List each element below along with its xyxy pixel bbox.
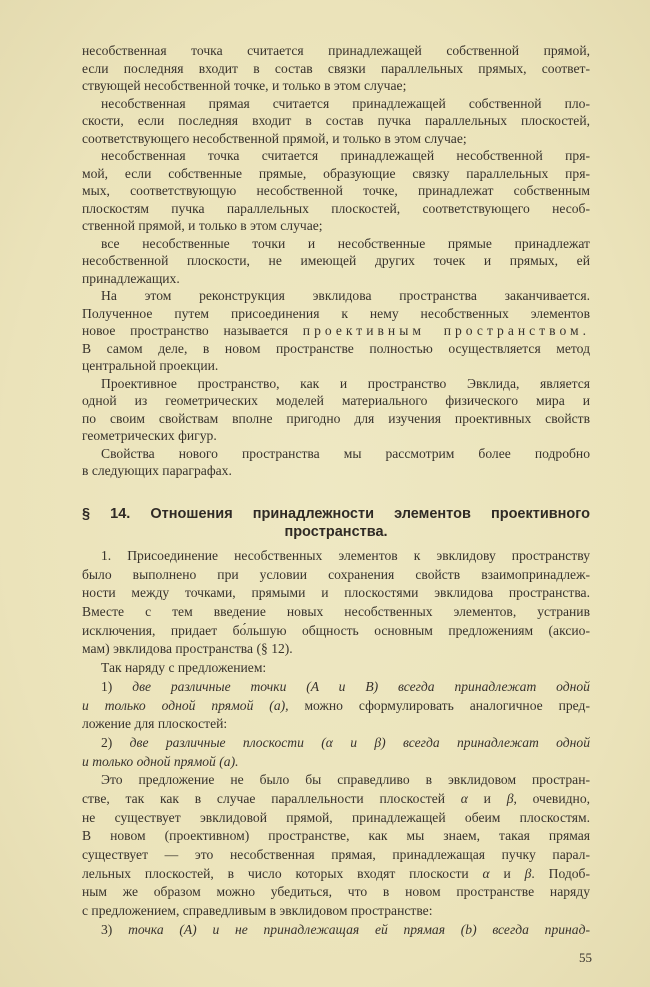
text-span: существует — это несобственная прямая, принадлежащая пучку парал- xyxy=(82,847,590,862)
text-span: Проективное пространство, как и пространство Эвклида, является xyxy=(101,375,590,391)
text-span: Свойства нового пространства мы рассмотрим более подробно xyxy=(101,445,590,461)
text-span: Полученное путем присоединения к нему несобственных элементов xyxy=(82,305,590,321)
section-heading-line-1: § 14. Отношения принадлежности элементов проективного xyxy=(82,506,590,522)
text-span: соответствующего несобственной прямой, и только в этом случае; xyxy=(82,130,467,146)
text-line xyxy=(82,697,590,716)
text-line xyxy=(82,340,590,358)
text-line xyxy=(82,200,590,218)
text-line xyxy=(82,60,590,78)
text-span: несобственная точка считается принадлежащей несобственной пря- xyxy=(101,148,590,163)
text-line xyxy=(82,566,590,585)
text-span: по своим свойствам вполне пригодно для изучения проективных свойств xyxy=(82,410,590,426)
text-line xyxy=(82,678,590,697)
text-line xyxy=(82,77,590,95)
text-line xyxy=(82,147,590,165)
text-line xyxy=(82,622,590,641)
text-span: плоскостям пучка параллельных плоскостей, соответствующего несоб- xyxy=(82,200,590,216)
text-span: было выполнено при условии сохранения свойств взаимопринадлеж- xyxy=(82,566,590,582)
text-line xyxy=(82,217,590,235)
text-span: Вместе с тем введение новых несобственных элементов, устранив xyxy=(82,604,590,620)
text-line xyxy=(82,640,590,659)
text-span: мой, если собственные прямые, образующие связку параллельных пря- xyxy=(82,165,590,181)
text-span: лельных плоскостей, в число которых входят плоскости xyxy=(82,865,483,881)
text-span: исключения, придает бо́льшую общность основным предложениям (аксио- xyxy=(82,622,590,638)
text-line xyxy=(82,603,590,622)
text-line xyxy=(82,357,590,375)
text-span: если последняя входит в состав связки параллельных прямых, соответ- xyxy=(82,60,590,76)
body-text-top xyxy=(82,42,590,480)
body-text-bottom xyxy=(82,547,590,939)
text-span: 1. Присоединение несобственных элементов к эвклидову пространству xyxy=(101,548,590,563)
text-line xyxy=(82,584,590,603)
text-span: 1) xyxy=(101,678,133,694)
text-line xyxy=(82,95,590,113)
text-line xyxy=(82,42,590,60)
text-line xyxy=(82,235,590,253)
text-span: Так наряду с предложением: xyxy=(101,660,267,676)
text-span: ложение для плоскостей: xyxy=(82,716,228,732)
text-line xyxy=(82,270,590,288)
text-span: В новом (проективном) пространстве, как мы знаем, такая прямая xyxy=(82,828,590,844)
text-line xyxy=(82,392,590,410)
section-heading-line-2: пространства. xyxy=(284,524,388,540)
italic-text: β xyxy=(506,790,514,806)
text-line xyxy=(82,883,590,902)
text-span: 2) xyxy=(101,734,130,750)
text-span: , очевидно, xyxy=(513,790,591,806)
text-line xyxy=(82,445,590,463)
text-line xyxy=(82,715,590,734)
text-span: несобственной плоскости, не имеющей других точек и прямых, ей xyxy=(82,253,590,268)
text-line xyxy=(82,287,590,305)
text-span: скости, если последняя входит в состав пучка параллельных плоскостей, xyxy=(82,113,590,128)
text-line xyxy=(82,790,590,809)
italic-text: α xyxy=(482,865,490,881)
text-line xyxy=(82,809,590,828)
text-line xyxy=(82,427,590,445)
text-span: Это предложение не было бы справедливо в эвклидовом простран- xyxy=(101,772,590,788)
text-line xyxy=(82,130,590,148)
text-line xyxy=(82,165,590,183)
text-line xyxy=(82,182,590,200)
page-number: 55 xyxy=(579,950,592,965)
text-span: стве, так как в случае параллельности плоскостей xyxy=(82,790,461,806)
text-span: несобственная прямая считается принадлежащей собственной пло- xyxy=(101,95,590,111)
text-span: В самом деле, в новом пространстве полностью осуществляется метод xyxy=(82,340,590,356)
text-span: ным же образом можно убедиться, что в новом пространстве наряду xyxy=(82,884,590,900)
italic-text: две различные точки (A и B) всегда принадлежат одной xyxy=(132,678,590,694)
text-line xyxy=(82,410,590,428)
text-span: ности между точками, прямыми и плоскостями эвклидова пространства. xyxy=(82,585,590,601)
text-span: и xyxy=(467,790,507,806)
text-line xyxy=(82,375,590,393)
text-line xyxy=(82,865,590,884)
text-span: . Подоб- xyxy=(531,865,591,881)
italic-text: β xyxy=(524,865,532,881)
text-span: геометрических фигур. xyxy=(82,428,217,443)
section-heading xyxy=(82,505,590,541)
text-line xyxy=(82,753,590,772)
text-span: в следующих параграфах. xyxy=(82,463,232,478)
text-span: можно сформулировать аналогичное пред- xyxy=(288,697,590,713)
text-line xyxy=(82,734,590,753)
italic-text: и только одной прямой (a). xyxy=(82,753,239,769)
text-line xyxy=(82,827,590,846)
text-line xyxy=(82,659,590,678)
text-span: не существует эвклидовой прямой, принадлежащей обеим плоскостям. xyxy=(82,809,590,825)
text-line xyxy=(82,547,590,566)
text-span: 3) xyxy=(101,921,129,937)
text-span: На этом реконструкция эвклидова пространства заканчивается. xyxy=(101,288,590,303)
italic-text: и только одной прямой (a), xyxy=(82,697,289,713)
text-span: все несобственные точки и несобственные прямые принадлежат xyxy=(101,235,590,251)
text-line xyxy=(82,252,590,270)
italic-text: α xyxy=(460,790,468,806)
text-line xyxy=(82,462,590,480)
text-line xyxy=(82,305,590,323)
text-line xyxy=(82,322,590,340)
text-span: и xyxy=(489,865,525,881)
text-span: с предложением, справедливым в эвклидовом пространстве: xyxy=(82,903,433,919)
text-line xyxy=(82,771,590,790)
text-span: центральной проекции. xyxy=(82,358,219,373)
text-span: ственной прямой, и только в этом случае; xyxy=(82,218,323,233)
text-span: мам) эвклидова пространства (§ 12). xyxy=(82,641,293,657)
text-line xyxy=(82,846,590,865)
text-span: принадлежащих. xyxy=(82,270,180,286)
text-line xyxy=(82,902,590,921)
text-span: ствующей несобственной точке, и только в этом случае; xyxy=(82,78,407,93)
italic-text: две различные плоскости (α и β) всегда принадлежат одной xyxy=(129,734,590,750)
text-span: несобственная точка считается принадлежащей собственной прямой, xyxy=(82,43,590,58)
italic-text: точка (A) и не принадлежащая ей прямая (b) всегда принад- xyxy=(128,921,590,937)
spaced-term: проективным пространством. xyxy=(302,323,591,338)
text-line xyxy=(82,112,590,130)
text-span: мых, соответствующую несобственной точке, принадлежат собственным xyxy=(82,183,590,198)
text-span: одной из геометрических моделей материального физического мира и xyxy=(82,393,590,408)
text-line xyxy=(82,921,590,940)
text-span: новое пространство называется xyxy=(82,323,303,338)
